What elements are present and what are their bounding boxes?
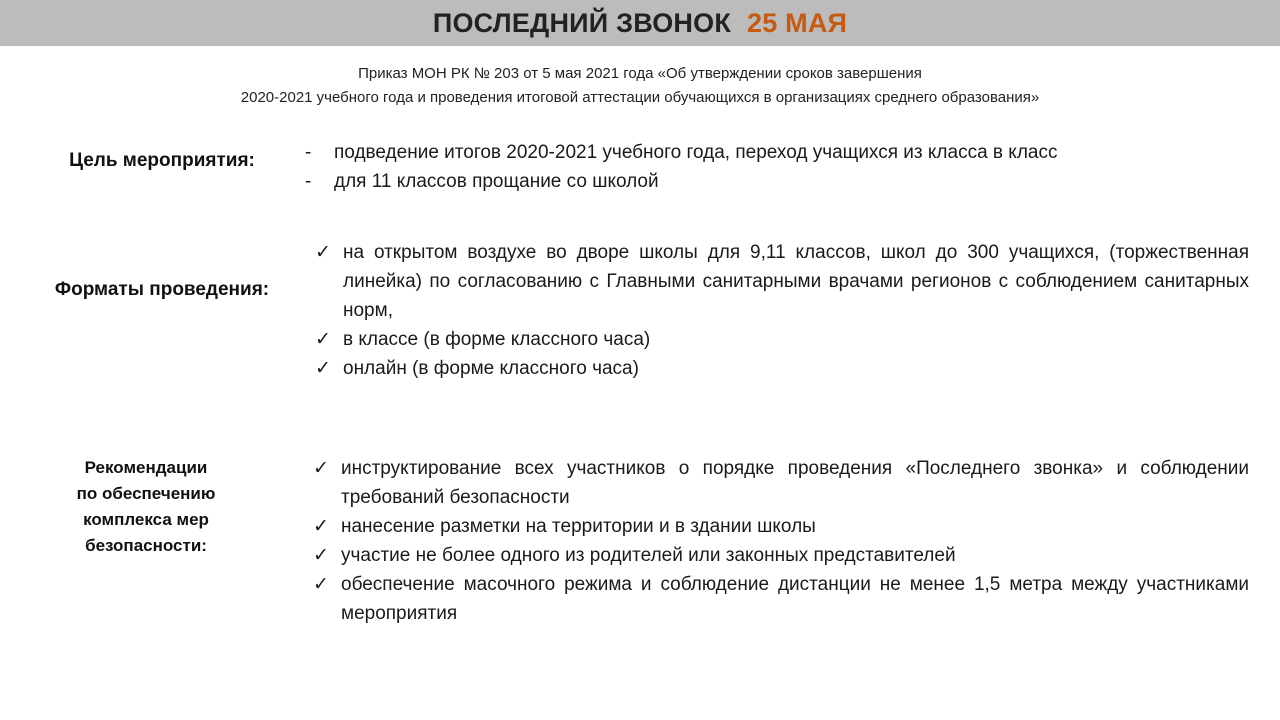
dash-marker: - [305, 142, 312, 163]
recommendations-label-line: безопасности: [85, 536, 207, 555]
list-item [311, 570, 1249, 628]
list-item [311, 454, 1249, 512]
list-item [313, 238, 1249, 325]
list-item [311, 541, 1249, 570]
dash-marker: - [305, 171, 312, 192]
title-bar [0, 0, 1280, 46]
list-item-text: нанесение разметки на территории и в здании школы [341, 516, 816, 537]
list-item-text: обеспечение масочного режима и соблюдение дистанции не менее 1,5 метра между участниками мероприятия [341, 574, 1249, 624]
checkmark-icon: ✓ [313, 574, 329, 595]
page-title: ПОСЛЕДНИЙ ЗВОНОК [432, 7, 732, 38]
goal-list [305, 138, 1105, 196]
list-item-text: онлайн (в форме классного часа) [343, 358, 639, 379]
recommendations-list [311, 454, 1249, 628]
checkmark-icon: ✓ [315, 329, 331, 350]
order-line-2: 2020-2021 учебного года и проведения итоговой аттестации обучающихся в организациях среднего образования» [240, 89, 1040, 106]
checkmark-icon: ✓ [313, 516, 329, 537]
list-item-text: для 11 классов прощание со школой [334, 171, 659, 192]
order-reference [0, 62, 1280, 110]
formats-label: Форматы проведения: [54, 279, 270, 300]
recommendations-label-line: Рекомендации [84, 458, 208, 477]
list-item-text: инструктирование всех участников о порядке проведения «Последнего звонка» и соблюдении требований безопасности [341, 458, 1249, 508]
formats-list [313, 238, 1249, 383]
list-item [313, 354, 1249, 383]
list-item-text: на открытом воздухе во дворе школы для 9,11 классов, школ до 300 учащихся, (торжественная линейка) по согласованию с Главными санитарными врачами регионов с соблюдением санитарных норм, [343, 242, 1249, 321]
checkmark-icon: ✓ [313, 458, 329, 479]
list-item [305, 138, 1105, 167]
order-line-1: Приказ МОН РК № 203 от 5 мая 2021 года «Об утверждении сроков завершения [358, 65, 922, 82]
list-item-text: участие не более одного из родителей или законных представителей [341, 545, 956, 566]
list-item [313, 325, 1249, 354]
recommendations-label-line: по обеспечению [76, 484, 216, 503]
checkmark-icon: ✓ [315, 242, 331, 263]
recommendations-label-line: комплекса мер [83, 510, 209, 529]
list-item [305, 167, 1105, 196]
event-date: 25 МАЯ [747, 7, 848, 38]
goal-label: Цель мероприятия: [69, 150, 255, 171]
list-item [311, 512, 1249, 541]
list-item-text: в классе (в форме классного часа) [343, 329, 651, 350]
checkmark-icon: ✓ [313, 545, 329, 566]
checkmark-icon: ✓ [315, 358, 331, 379]
list-item-text: подведение итогов 2020-2021 учебного года, переход учащихся из класса в класс [334, 142, 1058, 163]
recommendations-label [40, 455, 252, 559]
